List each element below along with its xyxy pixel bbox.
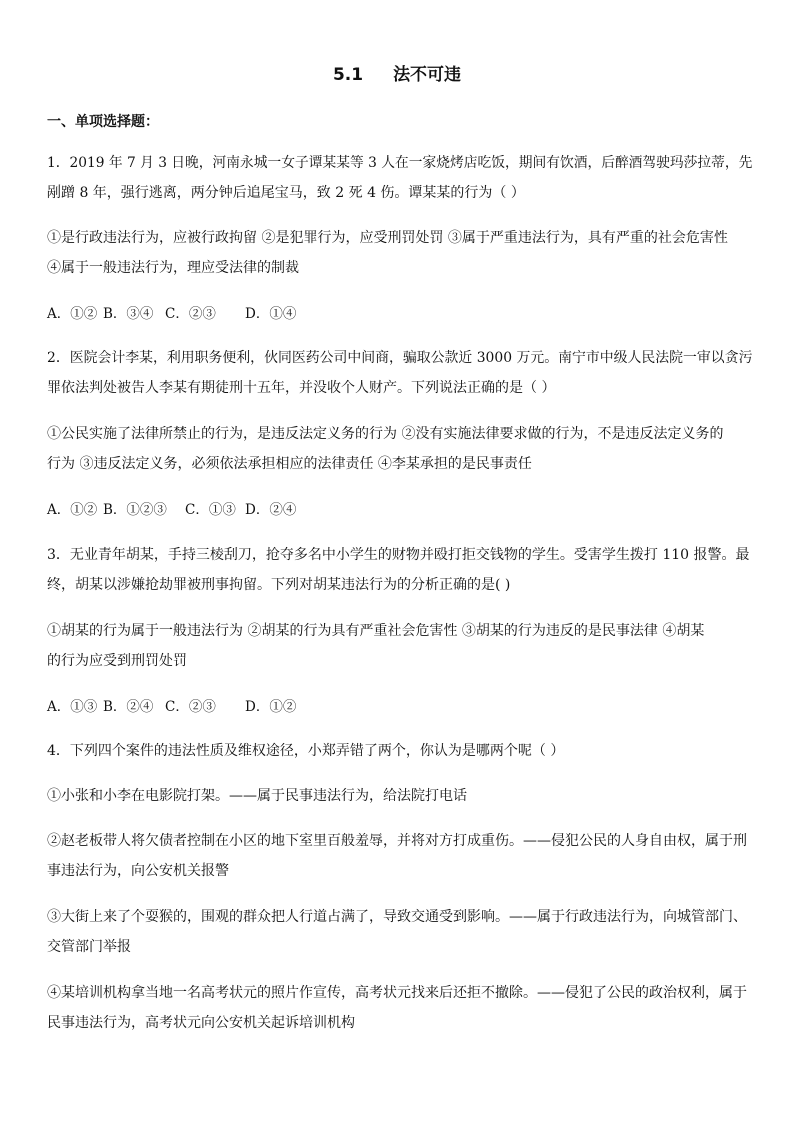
q4-case-3-line-1: ③大街上来了个耍猴的，围观的群众把人行道占满了，导致交通受到影响。——属于行政违法行为，向城管部门、 [47, 909, 747, 925]
q4-case-2-line-1: ②赵老板带人将欠债者控制在小区的地下室里百般羞辱，并将对方打成重伤。——侵犯公民的人身自由权，属于刑 [47, 833, 747, 849]
q4-case-3-line-2: 交管部门举报 [47, 939, 131, 955]
q1-option-c: C．②③ [165, 306, 216, 322]
q4-case-2-line-2: 事违法行为，向公安机关报警 [47, 863, 229, 879]
q2-statements-line-2: 行为 ③违反法定义务，必须依法承担相应的法律责任 ④李某承担的是民事责任 [47, 456, 532, 472]
q2-statements-line-1: ①公民实施了法律所禁止的行为，是违反法定义务的行为 ②没有实施法律要求做的行为，不是违反法定义务的 [47, 426, 724, 442]
q4-case-1: ①小张和小李在电影院打架。——属于民事违法行为，给法院打电话 [47, 788, 467, 804]
q3-stem-line-1: 3．无业青年胡某，手持三棱刮刀，抢夺多名中小学生的财物并殴打拒交钱物的学生。受害学生拨打 110 报警。最 [47, 547, 750, 563]
q1-statements-line-1: ①是行政违法行为，应被行政拘留 ②是犯罪行为，应受刑罚处罚 ③属于严重违法行为，具有严重的社会危害性 [47, 230, 728, 246]
q1-option-b: B．③④ [103, 306, 154, 322]
q4-case-4-line-1: ④某培训机构拿当地一名高考状元的照片作宣传，高考状元找来后还拒不撤除。——侵犯了公民的政治权利，属于 [47, 985, 747, 1001]
q4-stem: 4．下列四个案件的违法性质及维权途径，小郑弄错了两个，你认为是哪两个呢（ ） [47, 743, 565, 759]
q1-option-d: D．①④ [245, 306, 297, 322]
page-title [0, 60, 794, 85]
q3-option-b: B．②④ [103, 699, 154, 715]
q3-statements-line-1: ①胡某的行为属于一般违法行为 ②胡某的行为具有严重社会危害性 ③胡某的行为违反的是民事法律 ④胡某 [47, 623, 705, 639]
q2-stem-line-1: 2．医院会计李某，利用职务便利，伙同医药公司中间商，骗取公款近 3000 万元。南宁市中级人民法院一审以贪污 [47, 350, 753, 366]
q4-case-4-line-2: 民事违法行为，高考状元向公安机关起诉培训机构 [47, 1015, 355, 1031]
q1-statements-line-2: ④属于一般违法行为，理应受法律的制裁 [47, 260, 299, 276]
title-text: 法不可违 [393, 65, 462, 85]
q3-option-d: D．①② [245, 699, 297, 715]
q2-option-a: A．①② [47, 502, 98, 518]
title-number: 5.1 [332, 65, 364, 85]
q3-stem-line-2: 终，胡某以涉嫌抢劫罪被刑事拘留。下列对胡某违法行为的分析正确的是( ) [47, 577, 511, 593]
q1-option-a: A．①② [47, 306, 98, 322]
q2-option-b: B．①②③ [103, 502, 167, 518]
q3-statements-line-2: 的行为应受到刑罚处罚 [47, 653, 187, 669]
q3-option-c: C．②③ [165, 699, 216, 715]
q2-option-c: C．①③ [185, 502, 236, 518]
section-heading: 一、单项选择题： [47, 114, 159, 130]
q3-option-a: A．①③ [47, 699, 98, 715]
q2-option-d: D．②④ [245, 502, 297, 518]
q1-stem-line-1: 1．2019 年 7 月 3 日晚，河南永城一女子谭某某等 3 人在一家烧烤店吃饭，期间有饮酒，后醉酒驾驶玛莎拉蒂，先 [47, 155, 753, 171]
q1-stem-line-2: 剐蹭 8 年，强行逃离，两分钟后追尾宝马，致 2 死 4 伤。谭某某的行为（ ） [47, 185, 525, 201]
q2-stem-line-2: 罪依法判处被告人李某有期徒刑十五年，并没收个人财产。下列说法正确的是（ ） [47, 380, 556, 396]
